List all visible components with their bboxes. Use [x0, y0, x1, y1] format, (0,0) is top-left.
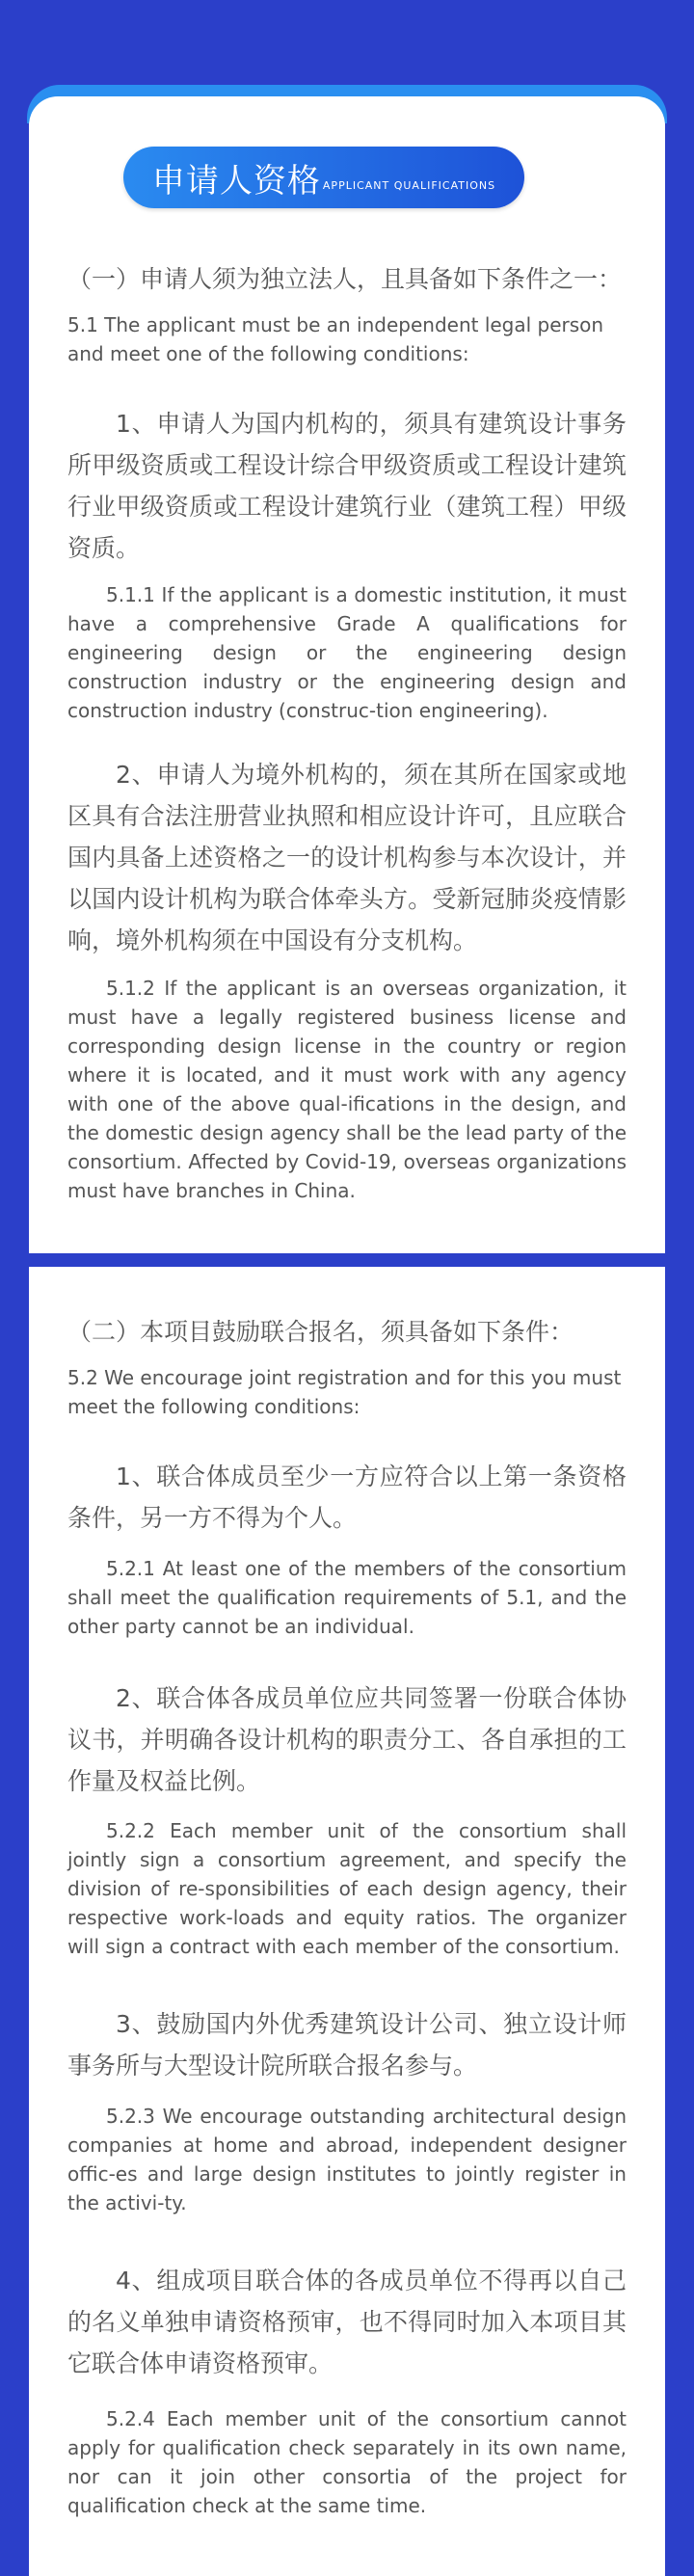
- section1-item2-cn: 2、申请人为境外机构的，须在其所在国家或地区具有合法注册营业执照和相应设计许可，且应联合国内具备上述资格之一的设计机构参与本次设计，并以国内设计机构为联合体牵头方。受新冠肺炎疫情影响，境外机构须在中国设有分支机构。: [67, 761, 627, 954]
- section1-heading-cn: （一）申请人须为独立法人，且具备如下条件之一：: [67, 265, 623, 293]
- section2-heading-cn: （二）本项目鼓励联合报名，须具备如下条件：: [67, 1318, 574, 1346]
- section2-item3-en: 5.2.3 We encourage outstanding architectural design companies at home and abroad, independent designer offic-es and large design institutes to jointly register in the activi-ty.: [67, 2105, 627, 2214]
- section2-heading-en: 5.2 We encourage joint registration and for this you must meet the following conditions:: [67, 1366, 622, 1418]
- section2-item1-en: 5.2.1 At least one of the members of the consortium shall meet the qualification requirements of 5.1, and the other party cannot be an individual.: [67, 1557, 627, 1638]
- section2-item2-cn: 2、联合体各成员单位应共同签署一份联合体协议书，并明确各设计机构的职责分工、各自承担的工作量及权益比例。: [67, 1684, 627, 1795]
- title-english: APPLICANT QUALIFICATIONS: [322, 178, 496, 192]
- qualification-card-1: [29, 96, 665, 1253]
- section1-item1-cn: 1、申请人为国内机构的，须具有建筑设计事务所甲级资质或工程设计综合甲级资质或工程设计建筑行业甲级资质或工程设计建筑行业（建筑工程）甲级资质。: [67, 410, 627, 562]
- section1-item1-en: 5.1.1 If the applicant is a domestic institution, it must have a comprehensive Grade A qualifications for engineering design or the engineering design construction industry or the engineering design and construction industry (construc-tion engineering).: [67, 583, 627, 722]
- section2-item4-cn: 4、组成项目联合体的各成员单位不得再以自己的名义单独申请资格预审，也不得同时加入本项目其它联合体申请资格预审。: [67, 2267, 627, 2377]
- title-chinese: 申请人资格: [151, 161, 321, 201]
- section2-item3-cn: 3、鼓励国内外优秀建筑设计公司、独立设计师事务所与大型设计院所联合报名参与。: [67, 2010, 627, 2080]
- section1-heading-en: 5.1 The applicant must be an independent legal person and meet one of the following conditions:: [67, 313, 604, 365]
- section2-item1-cn: 1、联合体成员至少一方应符合以上第一条资格条件，另一方不得为个人。: [67, 1462, 627, 1532]
- section2-item4-en: 5.2.4 Each member unit of the consortium cannot apply for qualification check separately in its own name, nor can it join other consortia of the project for qualification check at the same time.: [67, 2407, 627, 2517]
- section2-item2-en: 5.2.2 Each member unit of the consortium shall jointly sign a consortium agreement, and specify the division of re-sponsibilities of each design agency, their respective work-loads and equity ratios. The organizer will sign a contract with each member of the consortium.: [67, 1819, 627, 1958]
- title-banner: [123, 147, 524, 208]
- section1-item2-en: 5.1.2 If the applicant is an overseas organization, it must have a legally registered business license and corresponding design license in the country or region where it is located, and it must work with any agency with one of the above qual-ifications in the design, and the domestic design agency shall be the lead party of the consortium. Affected by Covid-19, overseas organizations must have branches in China.: [67, 977, 627, 1202]
- qualification-card-2: [29, 1267, 665, 2576]
